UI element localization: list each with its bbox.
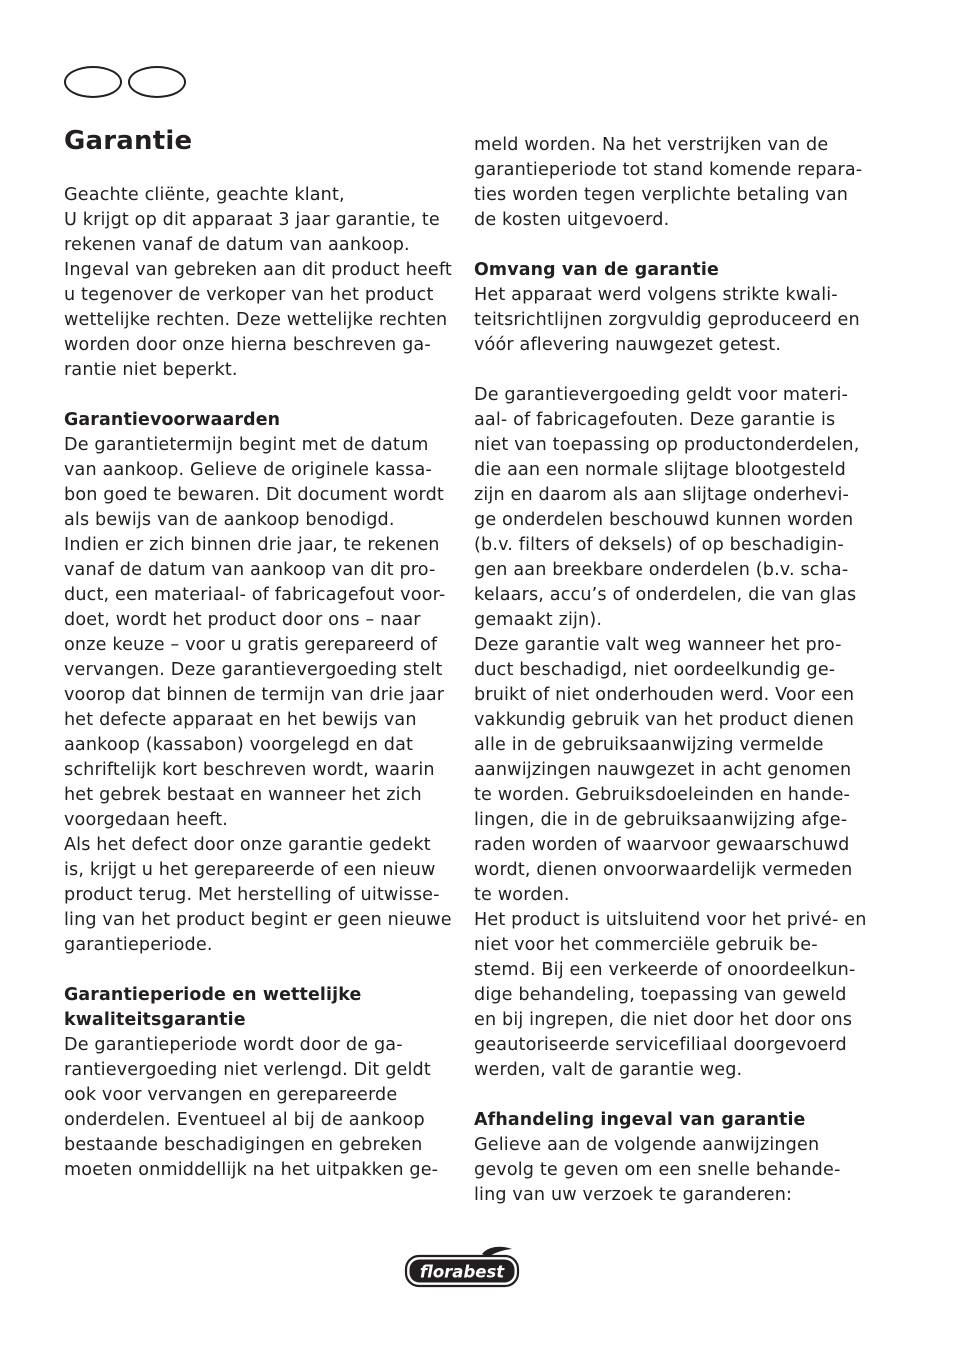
section-heading-omvang: Omvang van de garantie — [474, 260, 719, 280]
text-line: vervangen. Deze garantievergoeding stelt — [64, 660, 443, 680]
text-line: rantie niet beperkt. — [64, 360, 238, 380]
text-line: garantieperiode. — [64, 935, 213, 955]
text-line: garantieperiode tot stand komende repara- — [474, 160, 863, 180]
text-line: werden, valt de garantie weg. — [474, 1060, 743, 1080]
text-line: vanaf de datum van aankoop van dit pro- — [64, 560, 436, 580]
text-line: dige behandeling, toepassing van geweld — [474, 985, 847, 1005]
text-line: geautoriseerde servicefiliaal doorgevoerd — [474, 1035, 847, 1055]
florabest-logo — [404, 1246, 520, 1288]
text-line: wordt, dienen onvoorwaardelijk vermeden — [474, 860, 853, 880]
text-line: ge onderdelen beschouwd kunnen worden — [474, 510, 854, 530]
text-line: Deze garantie valt weg wanneer het pro- — [474, 635, 842, 655]
text-line: De garantievergoeding geldt voor materi- — [474, 385, 848, 405]
text-line: van aankoop. Gelieve de originele kassa- — [64, 460, 432, 480]
logo-text: florabest — [419, 1262, 505, 1282]
text-line: De garantieperiode wordt door de ga- — [64, 1035, 403, 1055]
text-line: worden door onze hierna beschreven ga- — [64, 335, 431, 355]
text-line: ties worden tegen verplichte betaling van — [474, 185, 849, 205]
text-line: het gebrek bestaat en wanneer het zich — [64, 785, 422, 805]
text-line: ook voor vervangen en gerepareerde — [64, 1085, 398, 1105]
text-line: Gelieve aan de volgende aanwijzingen — [474, 1135, 820, 1155]
text-line: rekenen vanaf de datum van aankoop. — [64, 235, 410, 255]
text-line: niet voor het commerciële gebruik be- — [474, 935, 818, 955]
text-line: duct, een materiaal- of fabricagefout voor- — [64, 585, 446, 605]
text-line: te worden. — [474, 885, 570, 905]
text-line: ling van uw verzoek te garanderen: — [474, 1185, 793, 1205]
section-heading-garantieperiode: Garantieperiode en wettelijke — [64, 985, 362, 1005]
text-line: als bewijs van de aankoop benodigd. — [64, 510, 395, 530]
text-line: lingen, die in de gebruiksaanwijzing afge- — [474, 810, 848, 830]
language-oval-right — [128, 66, 186, 98]
section-heading-garantieperiode-cont: kwaliteitsgarantie — [64, 1010, 246, 1030]
language-indicator — [64, 66, 190, 100]
text-line: Geachte cliënte, geachte klant, — [64, 185, 345, 205]
text-line: doet, wordt het product door ons – naar — [64, 610, 421, 630]
text-line: voorop dat binnen de termijn van drie jaar — [64, 685, 445, 705]
text-line: en bij ingrepen, die niet door het door ons — [474, 1010, 853, 1030]
section-heading-garantievoorwaarden: Garantievoorwaarden — [64, 410, 281, 430]
page-title: Garantie — [64, 126, 193, 156]
text-line: het defecte apparaat en het bewijs van — [64, 710, 417, 730]
text-line: schriftelijk kort beschreven wordt, waarin — [64, 760, 435, 780]
text-line: kelaars, accu’s of onderdelen, die van glas — [474, 585, 857, 605]
text-line: onderdelen. Eventueel al bij de aankoop — [64, 1110, 425, 1130]
text-line: Als het defect door onze garantie gedekt — [64, 835, 431, 855]
text-line: duct beschadigd, niet oordeelkundig ge- — [474, 660, 836, 680]
text-line: Het product is uitsluitend voor het privé- en — [474, 910, 867, 930]
text-line: gen aan breekbare onderdelen (b.v. scha- — [474, 560, 849, 580]
text-line: stemd. Bij een verkeerde of onoordeelkun- — [474, 960, 856, 980]
text-line: die aan een normale slijtage blootgesteld — [474, 460, 846, 480]
language-oval-left — [64, 66, 122, 98]
text-line: vóór aflevering nauwgezet getest. — [474, 335, 782, 355]
text-line: bruikt of niet onderhouden werd. Voor een — [474, 685, 855, 705]
text-line: u tegenover de verkoper van het product — [64, 285, 434, 305]
text-line: raden worden of waarvoor gewaarschuwd — [474, 835, 850, 855]
text-line: aal- of fabricagefouten. Deze garantie is — [474, 410, 836, 430]
text-line: voorgedaan heeft. — [64, 810, 229, 830]
text-line: rantievergoeding niet verlengd. Dit geldt — [64, 1060, 431, 1080]
section-heading-afhandeling: Afhandeling ingeval van garantie — [474, 1110, 806, 1130]
text-line: zijn en daarom als aan slijtage onderhevi- — [474, 485, 849, 505]
text-line: teitsrichtlijnen zorgvuldig geproduceerd en — [474, 310, 860, 330]
text-line: bon goed te bewaren. Dit document wordt — [64, 485, 444, 505]
text-line: De garantietermijn begint met de datum — [64, 435, 429, 455]
text-line: (b.v. filters of deksels) of op beschadigin- — [474, 535, 844, 555]
text-line: onze keuze – voor u gratis gerepareerd of — [64, 635, 438, 655]
text-line: ling van het product begint er geen nieuwe — [64, 910, 452, 930]
text-line: alle in de gebruiksaanwijzing vermelde — [474, 735, 824, 755]
text-line: aanwijzingen nauwgezet in acht genomen — [474, 760, 852, 780]
text-line: meld worden. Na het verstrijken van de — [474, 135, 829, 155]
text-line: bestaande beschadigingen en gebreken — [64, 1135, 423, 1155]
text-line: Het apparaat werd volgens strikte kwali- — [474, 285, 838, 305]
text-line: vakkundig gebruik van het product dienen — [474, 710, 855, 730]
text-line: U krijgt op dit apparaat 3 jaar garantie, te — [64, 210, 440, 230]
text-line: wettelijke rechten. Deze wettelijke rechten — [64, 310, 448, 330]
text-line: niet van toepassing op productonderdelen, — [474, 435, 860, 455]
text-line: aankoop (kassabon) voorgelegd en dat — [64, 735, 414, 755]
text-line: Ingeval van gebreken aan dit product heeft — [64, 260, 452, 280]
text-line: moeten onmiddellijk na het uitpakken ge- — [64, 1160, 439, 1180]
text-line: de kosten uitgevoerd. — [474, 210, 670, 230]
text-line: is, krijgt u het gerepareerde of een nieuw — [64, 860, 436, 880]
text-line: Indien er zich binnen drie jaar, te rekenen — [64, 535, 440, 555]
text-line: product terug. Met herstelling of uitwisse- — [64, 885, 440, 905]
text-line: gevolg te geven om een snelle behande- — [474, 1160, 841, 1180]
text-line: te worden. Gebruiksdoeleinden en hande- — [474, 785, 851, 805]
text-line: gemaakt zijn). — [474, 610, 603, 630]
